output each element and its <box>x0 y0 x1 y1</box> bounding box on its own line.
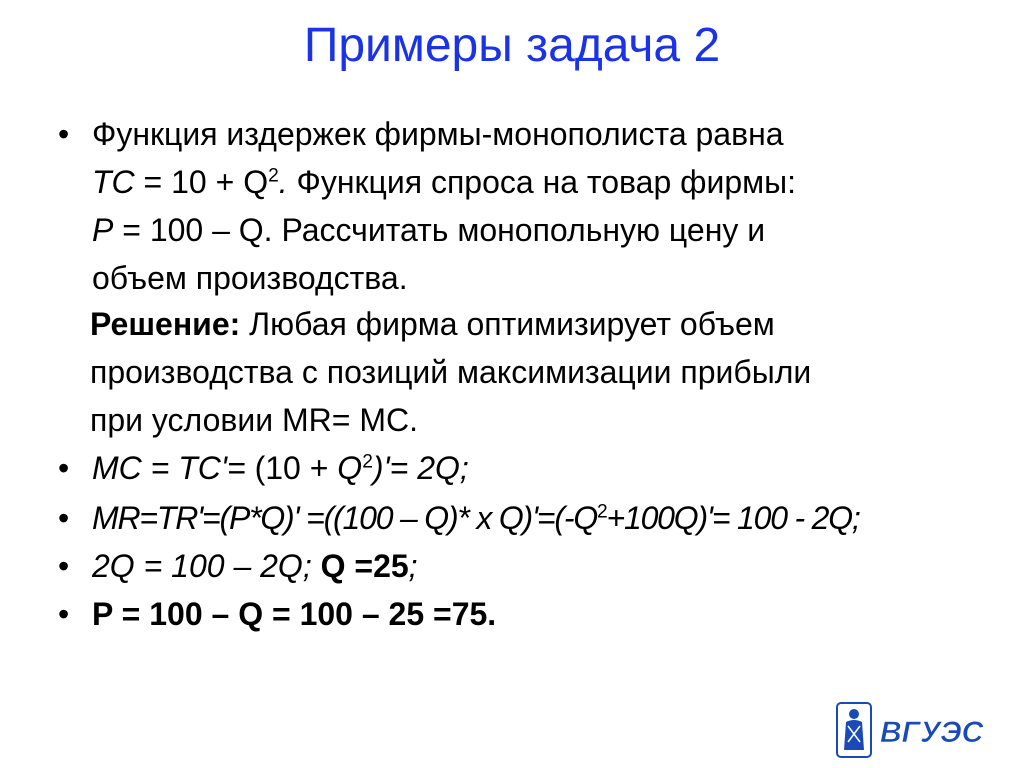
formula-p: P = 100 – Q = 100 – 25 =75. <box>92 596 497 632</box>
solution-rest <box>90 348 1010 444</box>
solution-line-3: при условии MR= MC. <box>90 402 418 438</box>
svg-text:ВГУЭС: ВГУЭС <box>880 716 984 749</box>
solution-label: Решение: <box>90 306 241 342</box>
university-logo <box>836 702 996 758</box>
bullet: • <box>58 500 70 536</box>
solution-line-1: Решение: Любая фирма оптимизирует объем <box>90 306 775 342</box>
formula-q: 2Q = 100 – 2Q; Q =25; <box>92 548 418 584</box>
bullet: • <box>58 116 70 152</box>
solution-line-2: производства с позиций максимизации прибыли <box>90 354 812 390</box>
problem-line-1: Функция издержек фирмы-монополиста равна <box>92 116 784 152</box>
problem-line-2: TC = $10 + Q^2$. Функция спроса на товар фирмы: <box>92 164 797 200</box>
bullet: • <box>58 548 70 584</box>
formula-mr: MR=TR'=(P*Q)' =((100 – Q)* x $Q)'=(-Q^2+100Q)'= 100 - 2Q$; <box>92 500 860 536</box>
slide-title: Примеры задача 2 <box>303 19 721 72</box>
formula-mc: MC = $TC'= (10 + Q^2)'= 2Q$; <box>92 450 469 486</box>
problem-line-4: объем производства. <box>92 260 408 296</box>
problem-line-3: P = 100 – Q. Рассчитать монопольную цену и <box>92 212 766 248</box>
problem-text <box>92 110 1012 302</box>
bullet: • <box>58 450 70 486</box>
bullet: • <box>58 596 70 632</box>
